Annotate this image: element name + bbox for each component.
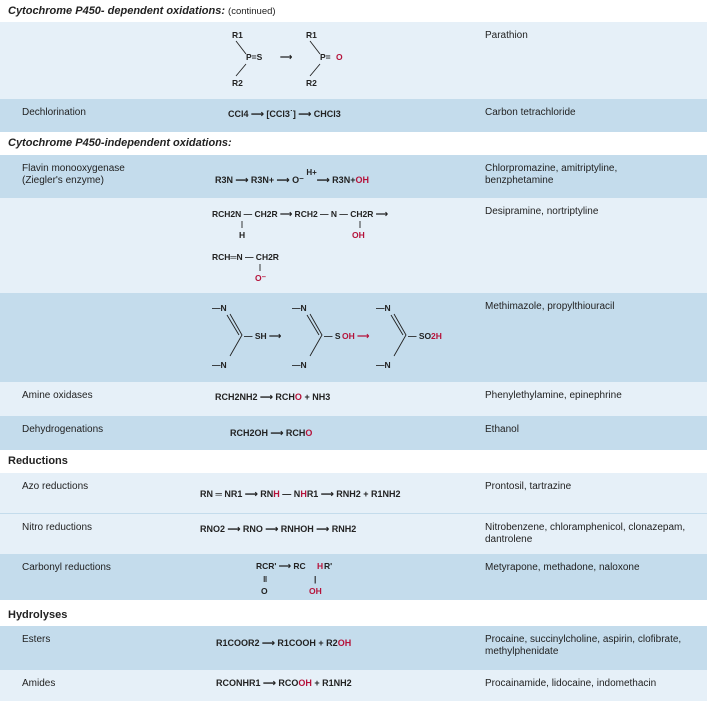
oxygen-highlight: O⁻ <box>255 273 267 283</box>
table-row-dechlorination <box>0 99 707 133</box>
reaction-part: RCH2NH2 ⟶ RCH <box>215 392 295 402</box>
table-row-azo-reductions <box>0 473 707 514</box>
table-row-dehydrogenations <box>0 416 707 451</box>
reaction-part: ⟶ R3N+ <box>316 175 356 185</box>
table-row-amine-oxidases <box>0 382 707 417</box>
reaction-part: R' <box>324 561 333 571</box>
oxygen-highlight: O <box>336 52 343 62</box>
row-label: Amine oxidases <box>22 390 93 401</box>
row-examples: Nitrobenzene, chloramphenicol, clonazepam, dantrolene <box>485 522 686 545</box>
amide-reaction <box>216 678 352 689</box>
r2-label: R2 <box>306 78 317 88</box>
methimazole-structure <box>200 293 480 382</box>
hydroxyl-highlight: OH <box>309 586 322 596</box>
nitro-reaction: RNO2 ⟶ RNO ⟶ RNHOH ⟶ RNH2 <box>200 524 357 534</box>
row-label: Dehydrogenations <box>22 424 104 435</box>
reaction-part: + NH3 <box>301 392 331 402</box>
single-bond: | <box>314 574 317 584</box>
row-examples: Desipramine, nortriptyline <box>485 206 599 217</box>
ester-reaction <box>216 638 351 649</box>
hydroxyl-highlight: OH <box>298 678 312 688</box>
r1-label: R1 <box>306 30 317 40</box>
row-examples: Ethanol <box>485 424 519 435</box>
nitrogen-label: —N <box>292 303 307 313</box>
section-header-hydrolyses <box>0 600 707 627</box>
reaction-part: + R1NH2 <box>311 678 352 688</box>
hydroxyl-highlight: OH <box>355 175 369 185</box>
hydroxyl-highlight: OH <box>352 230 365 240</box>
reaction-part: R1 ⟶ RNH2 + R1NH2 <box>306 489 401 499</box>
hydrogen-highlight: H <box>300 489 307 499</box>
thiol-group: — SH ⟶ <box>244 331 282 341</box>
hydrogen-label: H <box>239 230 246 240</box>
row-label: Nitro reductions <box>22 522 93 533</box>
sulfur-label: — S <box>324 331 341 341</box>
sulfenic-highlight: OH ⟶ <box>342 331 370 341</box>
nitrogen-label: —N <box>212 360 227 370</box>
row-label: Dechlorination <box>22 107 86 118</box>
row-examples: Procaine, succinylcholine, aspirin, clofibrate, methylphenidate <box>485 634 682 657</box>
dechlorination-reaction: CCl4 ⟶ [CCl3˙] ⟶ CHCl3 <box>228 109 341 119</box>
section-title: Reductions <box>8 455 68 467</box>
h-plus-label: H+ <box>306 168 317 177</box>
reaction-part: RCR' ⟶ RC <box>256 561 306 571</box>
p-s-group: P=S <box>246 52 263 62</box>
sulfur-label: — SO <box>408 331 432 341</box>
table-row-nitro-reductions <box>0 513 707 556</box>
double-bond: ‖ <box>263 574 268 584</box>
row-label: Esters <box>22 634 51 645</box>
section-header-reductions <box>0 450 707 474</box>
section-header-p450-dependent <box>0 0 707 23</box>
table-row-methimazole <box>0 293 707 383</box>
section-note: (continued) <box>228 6 276 17</box>
table-row-parathion <box>0 22 707 100</box>
table-row-esters <box>0 626 707 671</box>
oxygen-highlight: O <box>294 392 302 402</box>
p-o-group: P= <box>320 52 331 62</box>
hydrogen-highlight: H <box>273 489 280 499</box>
carbonyl-structure <box>200 554 480 600</box>
row-label: Carbonyl reductions <box>22 562 111 573</box>
row-examples: Parathion <box>485 30 528 41</box>
hydroxyl-highlight: OH <box>337 638 352 648</box>
reaction-line: RCH2N — CH2R ⟶ RCH2 — N — CH2R ⟶ <box>212 209 388 219</box>
nitrogen-label: —N <box>212 303 227 313</box>
oxygen-label: O <box>261 586 268 596</box>
row-examples: Prontosil, tartrazine <box>485 481 572 492</box>
nitrogen-label: —N <box>376 303 391 313</box>
reaction-part: RN ═ NR1 ⟶ RN <box>200 489 274 499</box>
arrow: ⟶ <box>280 52 293 62</box>
row-label: Amides <box>22 678 56 689</box>
row-label: Azo reductions <box>22 481 89 492</box>
hydrogen-highlight: H <box>317 561 324 571</box>
table-row-desipramine <box>0 198 707 294</box>
azo-reaction <box>200 489 401 500</box>
reaction-part: R1COOR2 ⟶ R1COOH + R2 <box>216 638 338 648</box>
section-title: Cytochrome P450-independent oxidations: <box>8 137 232 149</box>
reaction-part: — N <box>279 489 301 499</box>
parathion-structure <box>200 22 480 99</box>
table-row-flavin-monooxygenase <box>0 155 707 199</box>
nitrogen-label: —N <box>292 360 307 370</box>
row-examples: Methimazole, propylthiouracil <box>485 301 615 312</box>
section-title: Cytochrome P450- dependent oxidations: <box>8 5 225 17</box>
sulfinic-highlight: 2H <box>431 331 442 341</box>
amine-reaction <box>215 392 330 403</box>
row-examples: Phenylethylamine, epinephrine <box>485 390 622 401</box>
r2-label: R2 <box>232 78 243 88</box>
dehydrogenation-reaction <box>230 428 312 439</box>
row-examples: Chlorpromazine, amitriptyline, benzphetamine <box>485 163 618 186</box>
table-row-carbonyl-reductions <box>0 554 707 601</box>
row-examples: Carbon tetrachloride <box>485 107 576 118</box>
row-label: Flavin monooxygenase (Ziegler's enzyme) <box>22 163 125 186</box>
row-examples: Metyrapone, methadone, naloxone <box>485 562 640 573</box>
r1-label: R1 <box>232 30 243 40</box>
desipramine-structure <box>200 198 480 293</box>
row-examples: Procainamide, lidocaine, indomethacin <box>485 678 657 689</box>
reaction-part: R3N ⟶ R3N+ ⟶ O⁻ <box>215 175 307 185</box>
nitrogen-label: —N <box>376 360 391 370</box>
flavin-reaction <box>215 168 369 186</box>
reaction-part: RCH2OH ⟶ RCH <box>230 428 306 438</box>
table-row-amides <box>0 670 707 702</box>
section-header-p450-independent <box>0 132 707 156</box>
product-line: RCH═N — CH2R <box>212 252 279 262</box>
oxygen-highlight: O <box>305 428 313 438</box>
reaction-part: RCONHR1 ⟶ RCO <box>216 678 299 688</box>
section-title: Hydrolyses <box>8 609 68 621</box>
